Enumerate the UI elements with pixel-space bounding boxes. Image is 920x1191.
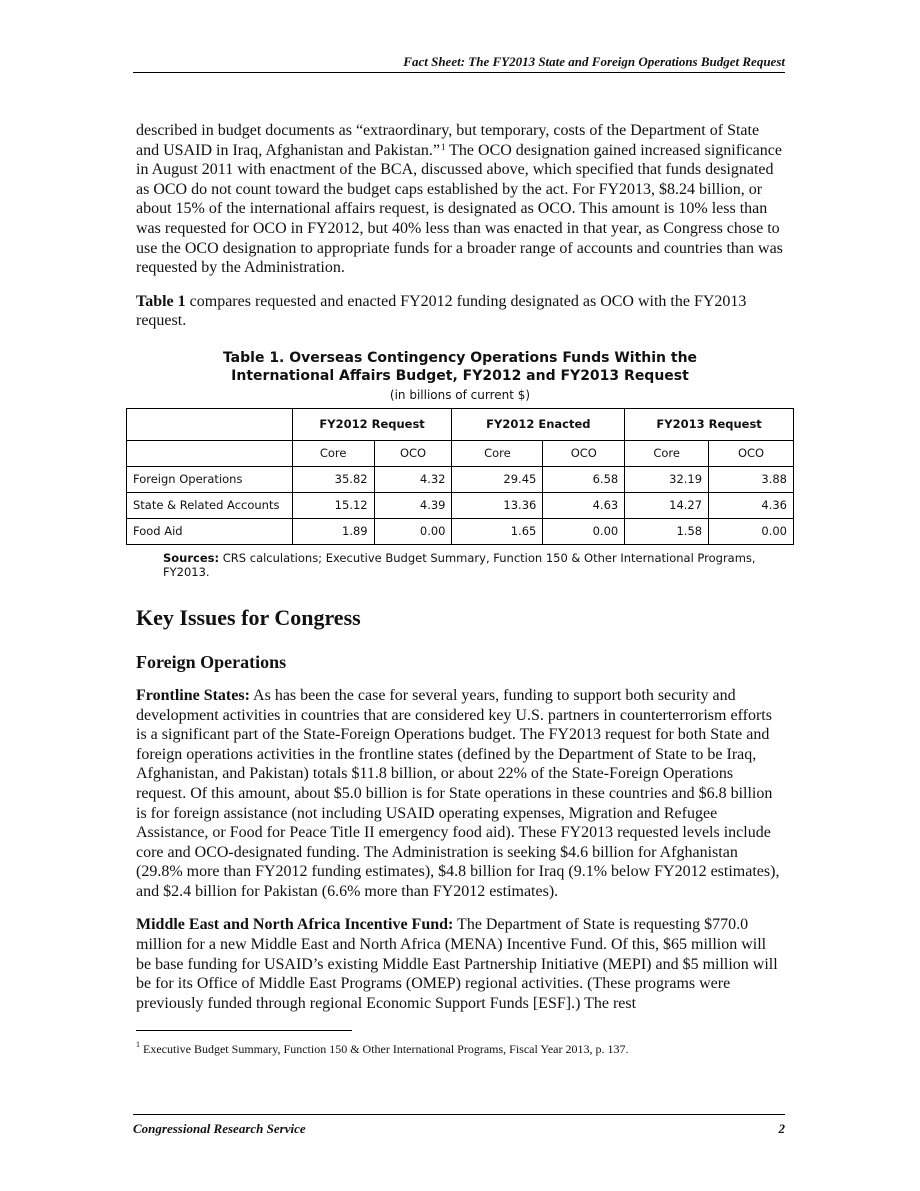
footnote-marker[interactable]: 1: [440, 141, 446, 152]
table-cell: 1.65: [452, 518, 543, 544]
table-units: (in billions of current $): [389, 387, 531, 402]
subsection-heading: Foreign Operations: [136, 651, 287, 672]
table-sources: Sources: CRS calculations; Executive Budget Summary, Function 150 & Other International Programs, FY2013.: [163, 550, 756, 579]
table-cell: 4.36: [709, 492, 794, 518]
table-cell: 29.45: [452, 466, 543, 492]
table-title: Table 1. Overseas Contingency Operations Funds Within the International Affairs Budget, FY2012 and FY2013 Request: [222, 349, 698, 384]
footer-publisher: Congressional Research Service: [133, 1121, 306, 1136]
table-header-row: [127, 408, 794, 440]
row-label: State & Related Accounts: [127, 492, 293, 518]
table-cell: 1.89: [292, 518, 374, 544]
table-cell: 15.12: [292, 492, 374, 518]
table-row: [127, 518, 794, 544]
table-cell: 3.88: [709, 466, 794, 492]
table-cell: 14.27: [625, 492, 709, 518]
page-content: [133, 121, 787, 1013]
table-cell: 0.00: [709, 518, 794, 544]
table-cell: 0.00: [543, 518, 625, 544]
column-header: OCO: [543, 440, 625, 466]
corner-cell: [127, 408, 293, 440]
footnote: $^1$ Executive Budget Summary, Function 150 & Other International Programs, Fiscal Year 2013, p. 137.: [136, 1040, 629, 1056]
table-subheader-row: [127, 440, 794, 466]
intro-paragraph: described in budget documents as “extraordinary, but temporary, costs of the Department of State and USAID in Iraq, Afghanistan and Pakistan.”$^1$ The OCO designation gained increased significance in August 2011 with enactment of the BCA, discussed above, which specified that funds designated as OCO do not count toward the budget caps established by the act. For FY2013, $8.24 billion, or about 15% of the international affairs request, is designated as OCO. This amount is 10% less than was requested for OCO in FY2012, but 40% less than was enacted in that year, as Congress chose to use the OCO designation to appropriate funds for a broader range of accounts and countries than was requested by the Administration.: [136, 122, 783, 277]
table-cell: 13.36: [452, 492, 543, 518]
column-header: OCO: [709, 440, 794, 466]
column-group-header: FY2012 Request: [292, 408, 452, 440]
table-row: [127, 492, 794, 518]
table-row: [127, 466, 794, 492]
table-cell: 6.58: [543, 466, 625, 492]
table-reference-paragraph: Table 1 compares requested and enacted FY2012 funding designated as OCO with the FY2013 request.: [136, 292, 747, 330]
table-cell: 32.19: [625, 466, 709, 492]
table-cell: 1.58: [625, 518, 709, 544]
column-header: OCO: [374, 440, 452, 466]
running-header: Fact Sheet: The FY2013 State and Foreign Operations Budget Request: [133, 54, 785, 73]
oco-funds-table: [126, 408, 794, 545]
table-reference-link: Table 1: [136, 292, 186, 310]
table-cell: 4.63: [543, 492, 625, 518]
column-header: Core: [292, 440, 374, 466]
column-header: Core: [625, 440, 709, 466]
page-number: 2: [778, 1121, 785, 1136]
table-cell: 0.00: [374, 518, 452, 544]
row-label: Food Aid: [127, 518, 293, 544]
section-heading: Key Issues for Congress: [136, 604, 361, 630]
column-group-header: FY2013 Request: [625, 408, 794, 440]
table-cell: 4.32: [374, 466, 452, 492]
mena-paragraph: Middle East and North Africa Incentive Fund: The Department of State is requesting $770.0 million for a new Middle East and North Africa (MENA) Incentive Fund. Of this, $65 million will be base funding for USAID’s existing Middle East Partnership Initiative (MEPI) and $5 million will be for its Office of Middle East Programs (OMEP) regional activities. (These programs were previously funded through regional Economic Support Funds [ESF].) The rest: [136, 916, 778, 1012]
table-cell: 4.39: [374, 492, 452, 518]
footnote-separator: [136, 1030, 352, 1031]
table-cell: 35.82: [292, 466, 374, 492]
frontline-states-paragraph: Frontline States: As has been the case for several years, funding to support both security and development activities in countries that are considered key U.S. partners in counterterrorism efforts is a significant part of the State-Foreign Operations budget. The FY2013 request for both State and foreign operations activities in the frontline states (defined by the Department of State to be Iraq, Afghanistan, and Pakistan) totals $11.8 billion, or about 22% of the State-Foreign Operations request. Of this amount, about $5.0 billion is for State operations in these countries and $6.8 billion is for foreign assistance (not including USAID operating expenses, Migration and Refugee Assistance, or Food for Peace Title II emergency food aid). These FY2013 requested levels include core and OCO-designated funding. The Administration is seeking $4.6 billion for Afghanistan (29.8% more than FY2012 funding estimates), $4.8 billion for Iraq (9.1% below FY2012 estimates), and $2.4 billion for Pakistan (6.6% more than FY2012 estimates).: [136, 686, 780, 900]
running-footer: [133, 1114, 785, 1137]
column-group-header: FY2012 Enacted: [452, 408, 625, 440]
row-label: Foreign Operations: [127, 466, 293, 492]
column-header: Core: [452, 440, 543, 466]
corner-cell: [127, 440, 293, 466]
